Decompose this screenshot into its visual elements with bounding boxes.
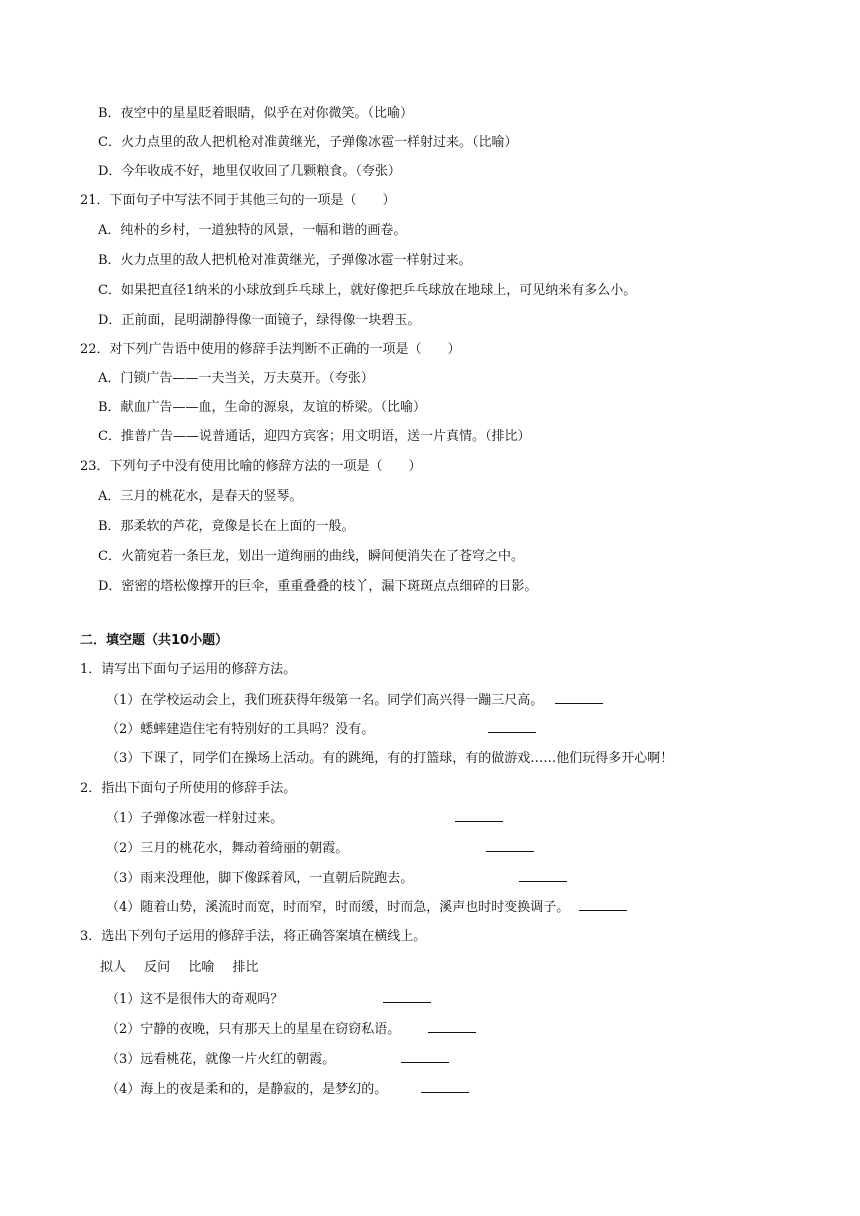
section-title: 二．填空题（共10小题） bbox=[80, 633, 229, 648]
fill-item-text: （2）蟋蟀建造住宅有特别好的工具吗？没有。 bbox=[106, 722, 375, 737]
option-a: A．纯朴的乡村，一道独特的风景，一幅和谐的画卷。 bbox=[98, 223, 407, 238]
fill-item bbox=[106, 1080, 469, 1099]
fill-item bbox=[106, 1050, 449, 1069]
choice-words bbox=[100, 959, 272, 977]
fill-item bbox=[106, 869, 567, 888]
option-c: C．火箭宛若一条巨龙，划出一道绚丽的曲线，瞬间便消失在了苍穹之中。 bbox=[98, 549, 524, 564]
fill-item-text: （2）三月的桃花水，舞动着绮丽的朝霞。 bbox=[106, 841, 349, 856]
fill-item bbox=[106, 720, 536, 739]
answer-blank[interactable] bbox=[486, 839, 534, 852]
fill-question-3-stem: 3．选出下列句子运用的修辞手法，将正确答案填在横线上。 bbox=[80, 929, 427, 944]
fill-item-text: （3）远看桃花，就像一片火红的朝霞。 bbox=[106, 1052, 336, 1067]
fill-item bbox=[106, 990, 431, 1009]
choice-word: 反问 bbox=[144, 960, 171, 975]
fill-item-text: （1）这不是很伟大的奇观吗？ bbox=[106, 992, 284, 1007]
fill-item-text: （3）下课了，同学们在操场上活动。有的跳绳，有的打篮球，有的做游戏……他们玩得多开心啊！ bbox=[106, 751, 674, 766]
answer-blank[interactable] bbox=[488, 720, 536, 733]
answer-blank[interactable] bbox=[455, 809, 503, 822]
option-d: D．今年收成不好，地里仅收回了几颗粮食。（夸张） bbox=[98, 164, 401, 179]
option-b: B．夜空中的星星眨着眼睛，似乎在对你微笑。（比喻） bbox=[98, 106, 414, 121]
choice-word: 排比 bbox=[232, 960, 259, 975]
answer-blank[interactable] bbox=[421, 1080, 469, 1093]
option-d: D．正前面，昆明湖静得像一面镜子，绿得像一块碧玉。 bbox=[98, 313, 421, 328]
option-a: A．三月的桃花水，是春天的竖琴。 bbox=[98, 489, 303, 504]
option-b: B．那柔软的芦花，竟像是长在上面的一般。 bbox=[98, 519, 355, 534]
option-c: C．推普广告——说普通话，迎四方宾客；用文明语，送一片真情。（排比） bbox=[98, 429, 531, 444]
answer-blank[interactable] bbox=[401, 1050, 449, 1063]
fill-item bbox=[106, 750, 673, 768]
fill-item-text: （3）雨来没理他，脚下像踩着风，一直朝后院跑去。 bbox=[106, 871, 414, 886]
fill-question-1-stem: 1．请写出下面句子运用的修辞方法。 bbox=[80, 662, 297, 677]
option-b: B．火力点里的敌人把机枪对准黄继光，子弹像冰雹一样射过来。 bbox=[98, 253, 472, 268]
fill-item-text: （4）随着山势，溪流时而宽，时而窄，时而缓，时而急，溪声也时时变换调子。 bbox=[106, 900, 570, 915]
question-21-stem: 21．下面句子中写法不同于其他三句的一项是（ ） bbox=[80, 193, 396, 208]
question-22-stem: 22．对下列广告语中使用的修辞手法判断不正确的一项是（ ） bbox=[80, 342, 461, 357]
fill-item-text: （4）海上的夜是柔和的，是静寂的，是梦幻的。 bbox=[106, 1082, 388, 1097]
option-b: B．献血广告——血，生命的源泉，友谊的桥梁。（比喻） bbox=[98, 400, 427, 415]
fill-item-text: （2）宁静的夜晚，只有那天上的星星在窃窃私语。 bbox=[106, 1022, 401, 1037]
fill-item-text: （1）子弹像冰雹一样射过来。 bbox=[106, 811, 284, 826]
answer-blank[interactable] bbox=[579, 898, 627, 911]
fill-item bbox=[106, 898, 627, 917]
fill-item bbox=[106, 809, 503, 828]
fill-item bbox=[106, 839, 534, 858]
answer-blank[interactable] bbox=[383, 990, 431, 1003]
option-d: D．密密的塔松像撑开的巨伞，重重叠叠的枝丫，漏下斑斑点点细碎的日影。 bbox=[98, 579, 538, 594]
choice-word: 比喻 bbox=[188, 960, 215, 975]
fill-question-2-stem: 2．指出下面句子所使用的修辞手法。 bbox=[80, 781, 297, 796]
question-23-stem: 23．下列句子中没有使用比喻的修辞方法的一项是（ ） bbox=[80, 459, 422, 474]
option-a: A．门锁广告——一夫当关，万夫莫开。（夸张） bbox=[98, 371, 374, 386]
fill-item-text: （1）在学校运动会上，我们班获得年级第一名。同学们高兴得一蹦三尺高。 bbox=[106, 693, 544, 708]
fill-item bbox=[106, 1020, 476, 1039]
option-c: C．火力点里的敌人把机枪对准黄继光，子弹像冰雹一样射过来。（比喻） bbox=[98, 135, 518, 150]
answer-blank[interactable] bbox=[519, 869, 567, 882]
fill-item bbox=[106, 691, 603, 710]
choice-word: 拟人 bbox=[100, 960, 127, 975]
answer-blank[interactable] bbox=[555, 691, 603, 704]
answer-blank[interactable] bbox=[428, 1020, 476, 1033]
option-c: C．如果把直径1纳米的小球放到乒乓球上，就好像把乒乓球放在地球上，可见纳米有多么小。 bbox=[98, 283, 637, 298]
